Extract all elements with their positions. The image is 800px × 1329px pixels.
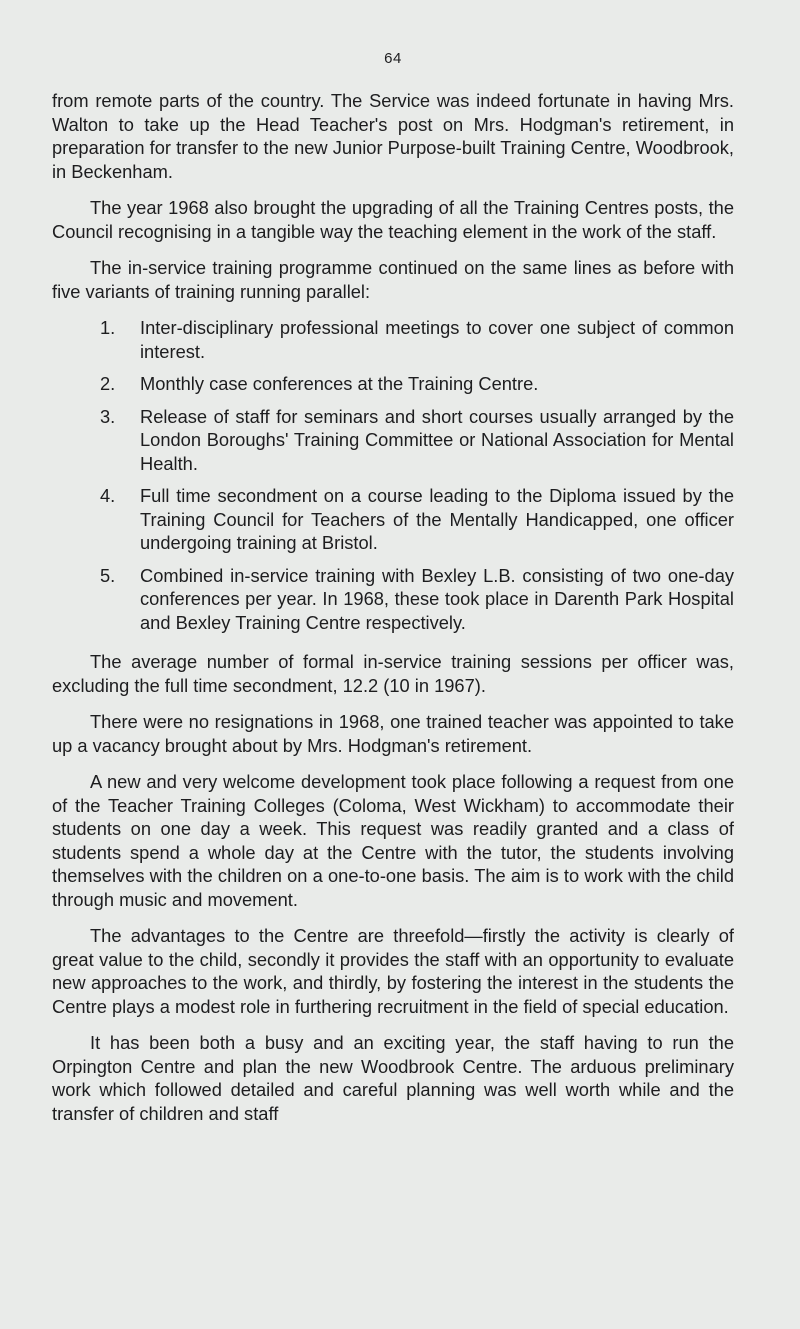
paragraph-busy-year: It has been both a busy and an exciting year, the staff having to run the Orpington Centre and plan the new Woodbrook Centre. The arduous preliminary work which followed detailed and careful planning was well worth while and the transfer of children and staff [52, 1032, 734, 1124]
list-item-text: Monthly case conferences at the Training Centre. [140, 373, 539, 394]
paragraph-average-sessions: The average number of formal in-service training sessions per officer was, excluding the full time secondment, 12.2 (10 in 1967). [52, 651, 734, 696]
paragraph-continuation: from remote parts of the country. The Service was indeed fortunate in having Mrs. Walton to take up the Head Teacher's post on Mrs. Hodgman's retirement, in preparation for transfer to the new Junior Purpose-built Training Centre, Woodbrook, in Beckenham. [52, 90, 734, 182]
list-item [52, 564, 734, 635]
training-variants-list [52, 316, 734, 634]
list-item-number: 4. [100, 485, 116, 506]
list-item [52, 405, 734, 476]
list-item-number: 5. [100, 564, 116, 586]
list-item-number: 2. [100, 373, 116, 394]
list-item-text: Combined in-service training with Bexley L.B. consisting of two one-day conferences per year. In 1968, these took place in Darenth Park Hospital and Bexley Training Centre respectively. [140, 564, 734, 633]
list-item [52, 316, 734, 363]
paragraph-resignations: There were no resignations in 1968, one trained teacher was appointed to take up a vacancy brought about by Mrs. Hodgman's retirement. [52, 711, 734, 756]
paragraph-upgrading: The year 1968 also brought the upgrading of all the Training Centres posts, the Council recognising in a tangible way the teaching element in the work of the staff. [52, 197, 734, 242]
list-item [52, 484, 734, 555]
list-item-number: 3. [100, 405, 116, 427]
paragraph-new-development: A new and very welcome development took place following a request from one of the Teacher Training Colleges (Coloma, West Wickham) to accommodate their students on one day a week. This request was readily granted and a class of students spend a whole day at the Centre with the tutor, the students involving themselves with the children on a one-to-one basis. The aim is to work with the child through music and movement. [52, 771, 734, 910]
paragraph-training-programme: The in-service training programme continued on the same lines as before with five variants of training running parallel: [52, 257, 734, 302]
paragraph-advantages: The advantages to the Centre are threefold—firstly the activity is clearly of great value to the child, secondly it provides the staff with an opportunity to evaluate new approaches to the work, and thirdly, by fostering the interest in the students the Centre plays a modest role in furthering recruitment in the field of special education. [52, 925, 734, 1017]
list-item [52, 372, 734, 396]
list-item-text: Release of staff for seminars and short courses usually arranged by the London Boroughs' Training Committee or National Association for Mental Health. [140, 405, 734, 474]
list-item-text: Inter-disciplinary professional meetings to cover one subject of common interest. [140, 317, 734, 362]
list-item-text: Full time secondment on a course leading to the Diploma issued by the Training Council for Teachers of the Mentally Handicapped, one officer undergoing training at Bristol. [140, 485, 734, 553]
list-item-number: 1. [100, 317, 116, 338]
page-number: 64 [384, 50, 402, 67]
